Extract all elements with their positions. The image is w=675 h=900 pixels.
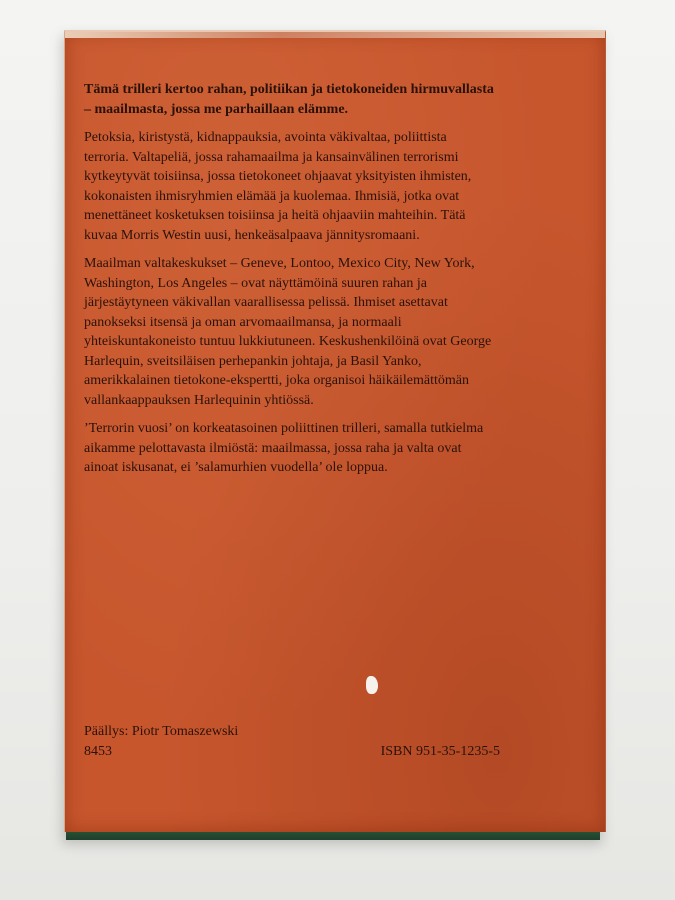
- cover-credit-block: [84, 722, 238, 762]
- blurb-paragraph-1: Petoksia, kiristystä, kidnappauksia, avointa väkivaltaa, poliittista terroria. Valtapeliä, jossa rahamaailma ja kansainvälinen terrorismi kytkeytyvät toisiinsa, jossa tietokoneet ohjaavat yksityisten ihmisten, kokonaisten ihmisryhmien elämää ja kuolemaa. Ihmisiä, jotka ovat menettäneet kosketuksen toisiinsa ja heitä ohjaaviin mahteihin. Tätä kuvaa Morris Westin uusi, henkeäsalpaava jännitysromaani.: [84, 130, 472, 243]
- blurb-paragraph-2: Maailman valtakeskukset – Geneve, Lontoo, Mexico City, New York, Washington, Los Angeles – ovat näyttämöinä suuren rahan ja järjestäytyneen väkivallan vaarallisessa pelissä. Ihmiset asettavat panokseksi itsensä ja oman arvomaailmansa, ja normaali yhteiskuntakoneisto tuntuu lukkiutuneen. Keskushenkilöinä ovat George Harlequin, sveitsiläisen perhepankin johtaja, ja Basil Yanko, amerikkalainen tietokone-ekspertti, joka organisoi häikäilemättömän vallankaappauksen Harlequinin yhtiössä.: [84, 256, 492, 408]
- isbn-number: ISBN 951-35-1235-5: [380, 744, 500, 759]
- blurb-lead: Tämä trilleri kertoo rahan, politiikan ja tietokoneiden hirmuvallasta – maailmasta, jossa me parhaillaan elämme.: [84, 82, 494, 117]
- cover-wear: [65, 32, 605, 38]
- product-code: 8453: [84, 744, 112, 759]
- cover-designer-credit: Päällys: Piotr Tomaszewski: [84, 724, 239, 739]
- blurb: [84, 80, 494, 487]
- blurb-paragraph-3: ’Terrorin vuosi’ on korkeatasoinen poliittinen trilleri, samalla tutkielma aikamme pelottavasta ilmiöstä: maailmassa, jossa raha ja valta ovat ainoat iskusanat, ei ’salamurhien vuodella’ ole loppua.: [84, 421, 484, 475]
- cover-damage-spot: [366, 676, 378, 694]
